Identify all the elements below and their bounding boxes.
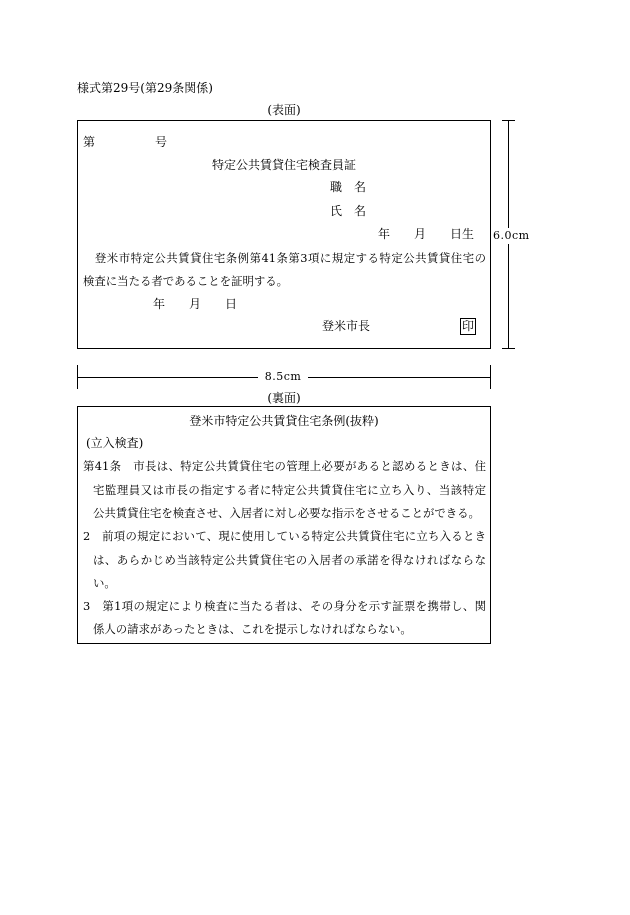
name-label: 氏 名 [330, 204, 367, 218]
issuer-label: 登米市長 [322, 319, 371, 333]
article-1-line: 公共賃貸住宅を検査させ、入居者に対し必要な指示をさせることができる。 [93, 505, 480, 520]
height-dimension-label: 6.0cm [493, 229, 530, 242]
width-dimension-label: 8.5cm [258, 369, 308, 385]
certificate-number-line: 第 号 [83, 135, 168, 149]
back-card [77, 406, 491, 644]
front-card [77, 120, 491, 349]
article-2-line: は、あらかじめ当該特定公共賃貸住宅の入居者の承諾を得なければならな [93, 552, 486, 567]
article-3-line: 3 第1項の規定により検査に当たる者は、その身分を示す証票を携帯し、関 [83, 599, 486, 614]
article-2-line: 2 前項の規定において、現に使用している特定公共賃貸住宅に立ち入るとき [83, 529, 486, 544]
article-1-line: 第41条 市長は、特定公共賃貸住宅の管理上必要があると認めるときは、住 [83, 459, 486, 474]
position-label: 職 名 [330, 180, 367, 194]
section-heading: (立入検査) [86, 436, 144, 450]
article-1-line: 宅監理員又は市長の指定する者に特定公共賃貸住宅に立ち入り、当該特定 [93, 482, 486, 497]
article-3-line: 係人の請求があったときは、これを提示しなければならない。 [93, 622, 412, 637]
certification-line: 検査に当たる者であることを証明する。 [83, 273, 289, 288]
certificate-title: 特定公共賃貸住宅検査員証 [211, 158, 356, 172]
certification-line: 登米市特定公共賃貸住宅条例第41条第3項に規定する特定公共賃貸住宅の [83, 250, 486, 265]
front-side-label: (表面) [267, 103, 301, 117]
seal-stamp-box: 印 [461, 319, 474, 333]
article-2-line: い。 [93, 575, 116, 590]
issue-date-line: 年 月 日 [153, 297, 238, 311]
ordinance-excerpt-title: 登米市特定公共賃貸住宅条例(抜粋) [189, 414, 379, 428]
form-number: 様式第29号(第29条関係) [77, 81, 213, 95]
back-side-label: (裏面) [267, 391, 301, 405]
birth-date-line: 年 月 日生 [378, 227, 475, 241]
ordinance-articles [83, 455, 486, 641]
certification-text [83, 247, 486, 293]
